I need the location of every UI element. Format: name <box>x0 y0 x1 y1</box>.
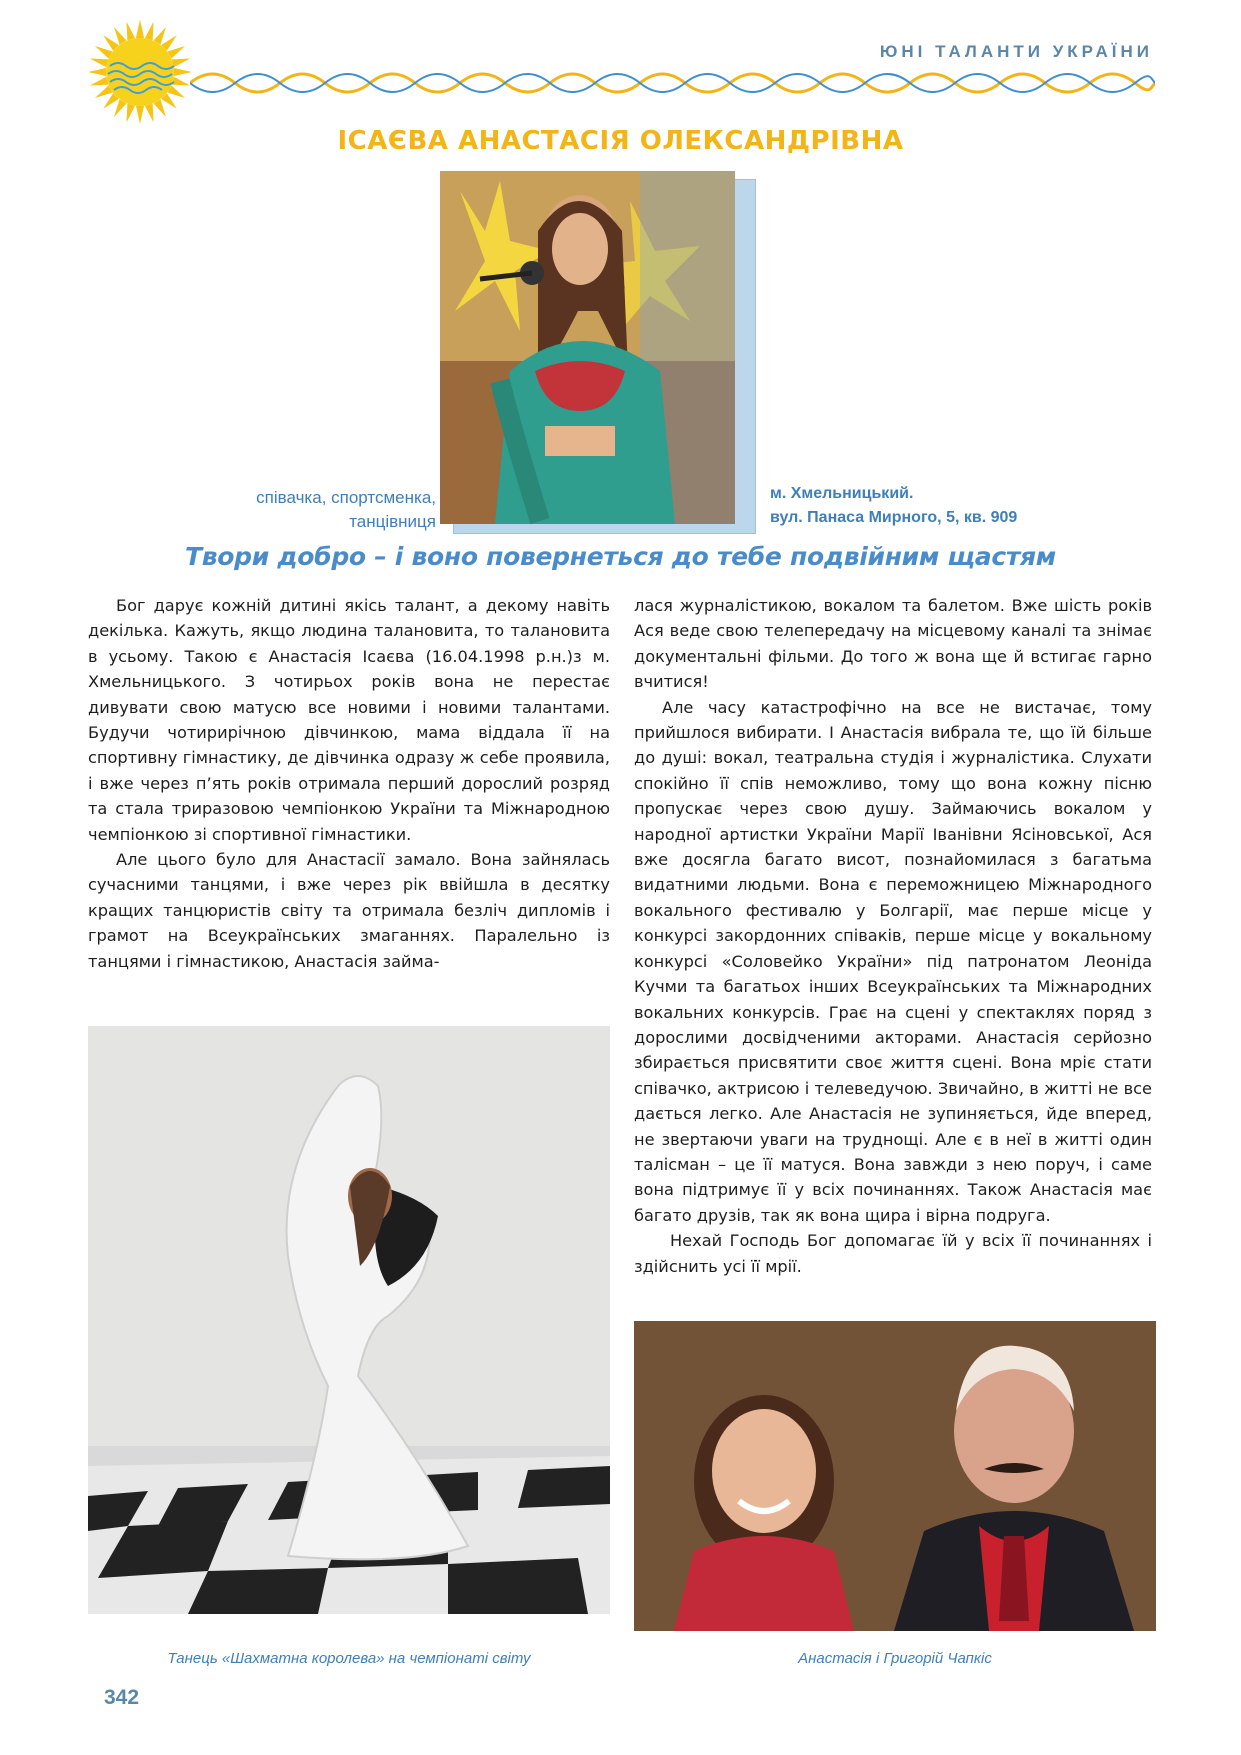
portrait-photo <box>440 171 735 524</box>
sun-logo-icon <box>88 20 192 124</box>
article-paragraph: Але часу катастрофічно на все не вистачає, тому прийшлося вибирати. І Анастасія вибрала те, що їй більше до душі: вокал, театральна студія і журналістика. Слухати спокійно її спів неможливо, тому що вона кожну пісню пропускає через свою душу. Займаючись вокалом у народної артистки України Марії Іванівни Ясіновської, Ася вже досягла багато висот, познайомилася з багатьма видатними людьми. Вона є переможницею Міжнародного вокального фестивалю у Болгарії, має перше місце у конкурсі закордонних співаків, перше місце у вокальному конкурсі «Соловейко України» під патронатом Леоніда Кучми та багатьох інших Всеукраїнських та Міжнародних вокальних конкурсів. Грає на сцені у спектаклях поряд з дорослими досвідченими акторами. Анастасія серйозно збирається присвятити своє життя сцені. Вона мріє стати співачко, актрисою і телеведучою. Звичайно, в житті не все дається легко. Але Анастасія не зупиняється, йде вперед, не звертаючи уваги на труднощі. Але є в неї в житті один талісман – це її матуся. Вона завжди з нею поруч, і саме вона підтримує її у всіх починаннях. Також Анастасія має багато друзів, так як вона щира і вірна подруга. <box>634 697 1152 1225</box>
dance-photo-caption: Танець «Шахматна королева» на чемпіонаті світу <box>167 1650 531 1667</box>
profession-text <box>150 486 436 534</box>
address-street: вул. Панаса Мирного, 5, кв. 909 <box>770 509 1018 526</box>
article-paragraph: Але цього було для Анастасії замало. Вона зайнялась сучасними танцями, і вже через рік ввійшла в десятку кращих танцюристів світу та отримала безліч дипломів і грамот на Всеукраїнських змаганнях. Паралельно із танцями і гімнастикою, Анастасія займа- <box>88 850 610 971</box>
article-paragraph: Нехай Господь Бог допомагає їй у всіх її починаннях і здійснить усі її мрії. <box>634 1231 1152 1276</box>
address-city: м. Хмельницький. <box>770 485 914 502</box>
page-number: 342 <box>104 1686 140 1709</box>
chapkis-photo <box>634 1321 1156 1631</box>
chapkis-photo-caption: Анастасія і Григорій Чапкіс <box>798 1650 992 1667</box>
article-column-left <box>88 593 610 974</box>
profession-line-1: співачка, спортсменка, <box>256 488 436 507</box>
profession-line-2: танцівниця <box>349 512 436 531</box>
address-text <box>770 482 1090 530</box>
article-paragraph: Бог дарує кожній дитині якісь талант, а декому навіть декілька. Кажуть, якщо людина талановита, то талановита в усьому. Такою є Анастасія Ісаєва (16.04.1998 р.н.)з м. Хмельницького. З чотирьох років вона не перестає дивувати свою матусю все новими і новими талантами. Будучи чотирирічною дівчинкою, мама віддала її на спортивну гімнастику, де дівчинка одразу ж себе проявила, і вже через п’ять років отримала перший дорослий розряд та стала триразовою чемпіонкою України та Міжнародною чемпіонкою зі спортивної гімнастики. <box>88 596 610 844</box>
dance-photo <box>88 1026 610 1614</box>
person-name-title: ІСАЄВА АНАСТАСІЯ ОЛЕКСАНДРІВНА <box>337 126 904 156</box>
section-title: ЮНІ ТАЛАНТИ УКРАЇНИ <box>879 42 1153 61</box>
article-paragraph: лася журналістикою, вокалом та балетом. Вже шість років Ася веде свою телепередачу на місцевому каналі та знімає документальні фільми. До того ж вона ще й встигає гарно вчитися! <box>634 596 1152 692</box>
wave-ornament <box>190 72 1155 94</box>
article-column-right <box>634 593 1152 1279</box>
motto-heading: Твори добро – і воно повернеться до тебе подвійним щастям <box>185 542 1056 571</box>
